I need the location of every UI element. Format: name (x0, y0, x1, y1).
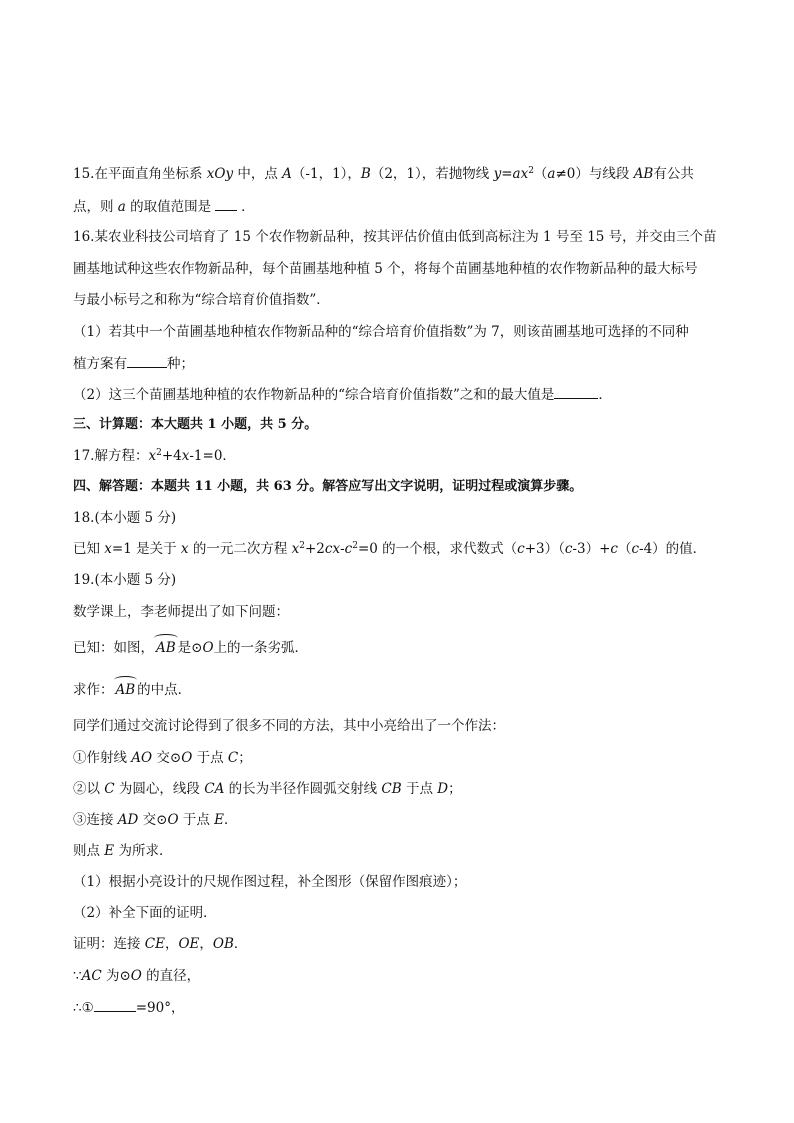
var-ce: CE (144, 936, 165, 952)
q16-sub2 (73, 384, 612, 405)
text: （ (533, 166, 548, 182)
var-ca: CA (204, 781, 225, 797)
var-b-point: B (360, 166, 371, 182)
text: 中，点 (233, 166, 283, 182)
q16-line2: 圃基地试种这些农作物新品种，每个苗圃基地种植 5 个，将每个苗圃基地种植的农作物新品种的最大标号 (73, 261, 698, 277)
text: ≠0）与线段 (555, 166, 634, 182)
text: 植方案有 (73, 356, 127, 372)
answer-blank[interactable] (554, 384, 598, 399)
section-heading-3: 三、计算题：本大题共 1 小题，共 5 分。 (73, 417, 318, 432)
var-o: O (130, 968, 142, 984)
var-c: c (610, 541, 618, 557)
text: 交⊙ (152, 750, 182, 766)
var-c-point: C (227, 750, 239, 766)
answer-blank[interactable] (127, 353, 167, 368)
text: 的一元二次方程 (188, 541, 292, 557)
text: 为所求． (114, 843, 173, 859)
text: ； (238, 750, 252, 766)
arc-ab: AB (115, 682, 136, 698)
q19-proof-start (73, 934, 247, 954)
text: 是⊙ (177, 640, 203, 656)
var-x: x (104, 541, 112, 557)
text: ， (199, 936, 213, 952)
q18-heading: 18.(本小题 5 分) (73, 510, 177, 526)
text: =90°， (135, 1000, 185, 1016)
text: 有公共 (653, 166, 694, 182)
text: （-1，1）， (291, 166, 361, 182)
var-cx: cx (324, 541, 341, 557)
text: ； (448, 781, 462, 797)
var-a: a (547, 166, 556, 182)
text: 于点 (178, 812, 215, 828)
text: +4 (161, 448, 182, 464)
text: +2 (304, 541, 325, 557)
q19-intro: 数学课上，李老师提出了如下问题： (73, 604, 289, 620)
text: -4）的值． (639, 541, 707, 557)
text: 17.解方程： (73, 448, 149, 464)
exponent: 2 (528, 166, 534, 176)
answer-blank[interactable] (215, 196, 237, 211)
var-xoy: xOy (206, 166, 234, 182)
var-x: x (181, 448, 190, 464)
text: （2，1），若抛物线 (370, 166, 494, 182)
text: 的直径， (141, 968, 201, 984)
q19-because (73, 966, 200, 986)
q19-part2: （2）补全下面的证明． (73, 905, 217, 921)
var-x: x (180, 541, 189, 557)
text: 证明：连接 (73, 936, 145, 952)
text: ①作射线 (73, 750, 132, 766)
parabola-eq: y=ax (493, 166, 529, 182)
text: ． (233, 936, 248, 952)
text: 则点 (73, 843, 105, 859)
text: （ (617, 541, 632, 557)
text: 点，则 (73, 199, 118, 215)
var-ao: AO (131, 750, 153, 766)
arc-ab: AB (156, 640, 176, 656)
q15-line1 (73, 164, 694, 184)
text: 上的一条劣弧． (213, 640, 309, 656)
var-e-point: E (214, 812, 225, 828)
var-oe: OE (178, 936, 200, 952)
text: -1=0． (189, 448, 236, 464)
q16-sub1-line2 (73, 353, 194, 374)
q19-step2 (73, 779, 462, 799)
var-ab: AB (633, 166, 654, 182)
var-o: O (202, 640, 214, 656)
text: 已知 (73, 541, 105, 557)
text: ∵ (73, 968, 82, 984)
var-ad: AD (117, 812, 139, 828)
var-e-point: E (104, 843, 115, 859)
text: 种； (167, 356, 194, 372)
section-heading-4: 四、解答题：本题共 11 小题，共 63 分。解答应写出文字说明，证明过程或演算步骤。 (73, 479, 583, 494)
q19-find (73, 680, 191, 700)
text: 15.在平面直角坐标系 (73, 166, 207, 182)
text: 交⊙ (138, 812, 168, 828)
exponent: 2 (352, 541, 358, 551)
text: ． (241, 199, 255, 215)
var-o: O (167, 812, 179, 828)
text: 为圆心，线段 (114, 781, 205, 797)
text: -3）+ (572, 541, 611, 557)
text: （2）这三个苗圃基地种植的农作物新品种的“综合培育价值指数”之和的最大值是 (73, 387, 555, 403)
answer-blank[interactable] (94, 997, 136, 1012)
var-c: c (344, 541, 353, 557)
text: ∴① (73, 1000, 94, 1016)
q19-then (73, 841, 172, 861)
exponent: 2 (299, 541, 305, 551)
var-d-point: D (437, 781, 449, 797)
var-a-point: A (282, 166, 292, 182)
text: 的中点． (137, 682, 192, 698)
q19-known (73, 638, 308, 658)
q19-discussion: 同学们通过交流讨论得到了很多不同的方法，其中小亮给出了一个作法： (73, 718, 505, 734)
var-c: c (564, 541, 573, 557)
var-ac: AC (81, 968, 102, 984)
text: - (340, 541, 345, 557)
q19-step3 (73, 810, 238, 830)
var-c: c (631, 541, 640, 557)
var-cb: CB (381, 781, 402, 797)
var-x: x (148, 448, 157, 464)
var-c: c (517, 541, 525, 557)
text: ． (598, 387, 612, 403)
text: 的长为半径作圆弧交射线 (224, 781, 382, 797)
q19-part1: （1）根据小亮设计的尺规作图过程，补全图形（保留作图痕迹）； (73, 874, 467, 890)
text: =1 是关于 (111, 541, 181, 557)
exponent: 2 (156, 448, 162, 458)
text: 于点 (192, 750, 228, 766)
text: 求作： (73, 682, 114, 698)
q17 (73, 446, 236, 466)
text: ③连接 (73, 812, 118, 828)
text: ． (224, 812, 238, 828)
q18-body (73, 539, 706, 559)
q19-therefore (73, 997, 184, 1018)
q19-step1 (73, 748, 252, 768)
text: 于点 (401, 781, 438, 797)
var-a: a (117, 199, 126, 215)
q16-sub1-line1: （1）若其中一个苗圃基地种植农作物新品种的“综合培育价值指数”为 7，则该苗圃基地可选择的不同种 (73, 324, 689, 340)
var-o: O (181, 750, 193, 766)
text: 已知：如图， (73, 640, 154, 656)
text: ， (164, 936, 179, 952)
q16-line3: 与最小标号之和称为“综合培育价值指数”． (73, 292, 330, 308)
text: +3）（ (524, 541, 565, 557)
var-ob: OB (212, 936, 234, 952)
text: 的取值范围是 (125, 199, 212, 215)
q15-line2 (73, 196, 255, 217)
var-c-point: C (104, 781, 115, 797)
q19-heading: 19.(本小题 5 分) (73, 572, 177, 588)
var-x: x (291, 541, 300, 557)
text: ②以 (73, 781, 105, 797)
text: 为⊙ (101, 968, 131, 984)
q16-line1: 16.某农业科技公司培育了 15 个农作物新品种，按其评估价值由低到高标注为 1 号至 15 号，并交由三个苗 (73, 229, 717, 245)
text: =0 的一个根，求代数式（ (357, 541, 518, 557)
